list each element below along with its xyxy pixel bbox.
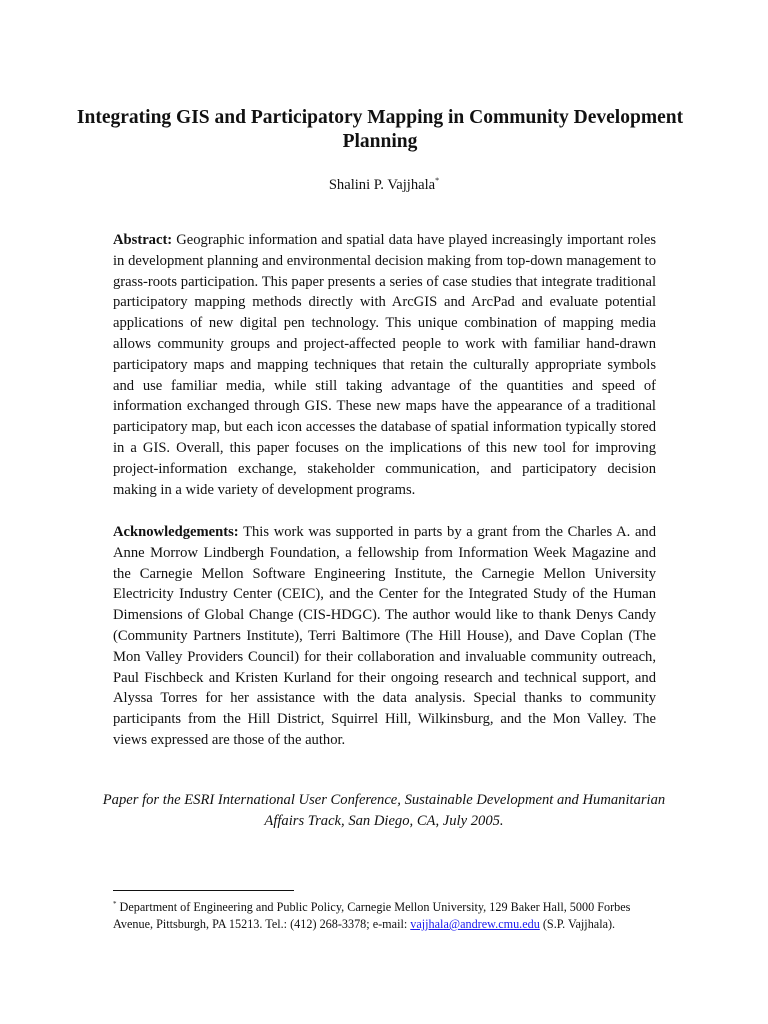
abstract-text: Geographic information and spatial data have played increasingly important roles in development planning and environmental decision making from top-down management to grass-roots participation. This paper presents a series of case studies that integrate traditional participatory mapping methods directly with ArcGIS and ArcPad and evaluate potential applications of new digital pen technology. This unique combination of mapping media allows community groups and project-affected people to work with familiar hand-drawn participatory maps and mapping techniques that retain the culturally appropriate symbols and use familiar media, while still taking advantage of the quantities and speed of information exchanged through GIS. These new maps have the appearance of a traditional participatory map, but each icon accesses the database of spatial information typically stored in a GIS. Overall, this paper focuses on the implications of this new tool for improving project-information exchange, stakeholder communication, and participatory decision making in a wide variety of development programs. [113,232,656,498]
conference-note: Paper for the ESRI International User Conference, Sustainable Development and Humanitarian Affairs Track, San Diego, CA, July 2005. [102,792,666,829]
footnote-text: Department of Engineering and Public Policy, Carnegie Mellon University, 129 Baker Hall, 5000 Forbes Avenue, Pittsburgh, PA 15213. Tel.: (412) 268-3378; e-mail: [113,900,631,931]
author-name: Shalini P. Vajjhala [328,177,436,193]
paper-title: Integrating GIS and Participatory Mapping in Community Development Planning [76,107,684,152]
footnote-divider [113,890,294,891]
acknowledgements-label: Acknowledgements: [113,524,239,540]
footnote-text-end: (S.P. Vajjhala). [539,917,616,931]
abstract-paragraph [113,230,656,500]
footnote-mark: * [113,900,117,908]
abstract-label: Abstract: [113,232,173,248]
email-link[interactable]: vajjhala@andrew.cmu.edu [410,917,540,931]
footnote [113,896,658,933]
author-footnote-mark: * [435,176,440,185]
acknowledgements-text: This work was supported in parts by a grant from the Charles A. and Anne Morrow Lindbergh Foundation, a fellowship from Information Week Magazine and the Carnegie Mellon Software Engineering Institute, the Carnegie Mellon University Electricity Industry Center (CEIC), and the Center for the Integrated Study of the Human Dimensions of Global Change (CIS-HDGC). The author would like to thank Denys Candy (Community Partners Institute), Terri Baltimore (The Hill House), and Dave Coplan (The Mon Valley Providers Council) for their collaboration and invaluable community outreach, Paul Fischbeck and Kristen Kurland for their ongoing research and technical support, and Alyssa Torres for her assistance with the data analysis. Special thanks to community participants from the Hill District, Squirrel Hill, Wilkinsburg, and the Mon Valley. The views expressed are those of the author. [113,524,657,748]
acknowledgements-paragraph [113,522,656,751]
author-line [0,172,768,194]
